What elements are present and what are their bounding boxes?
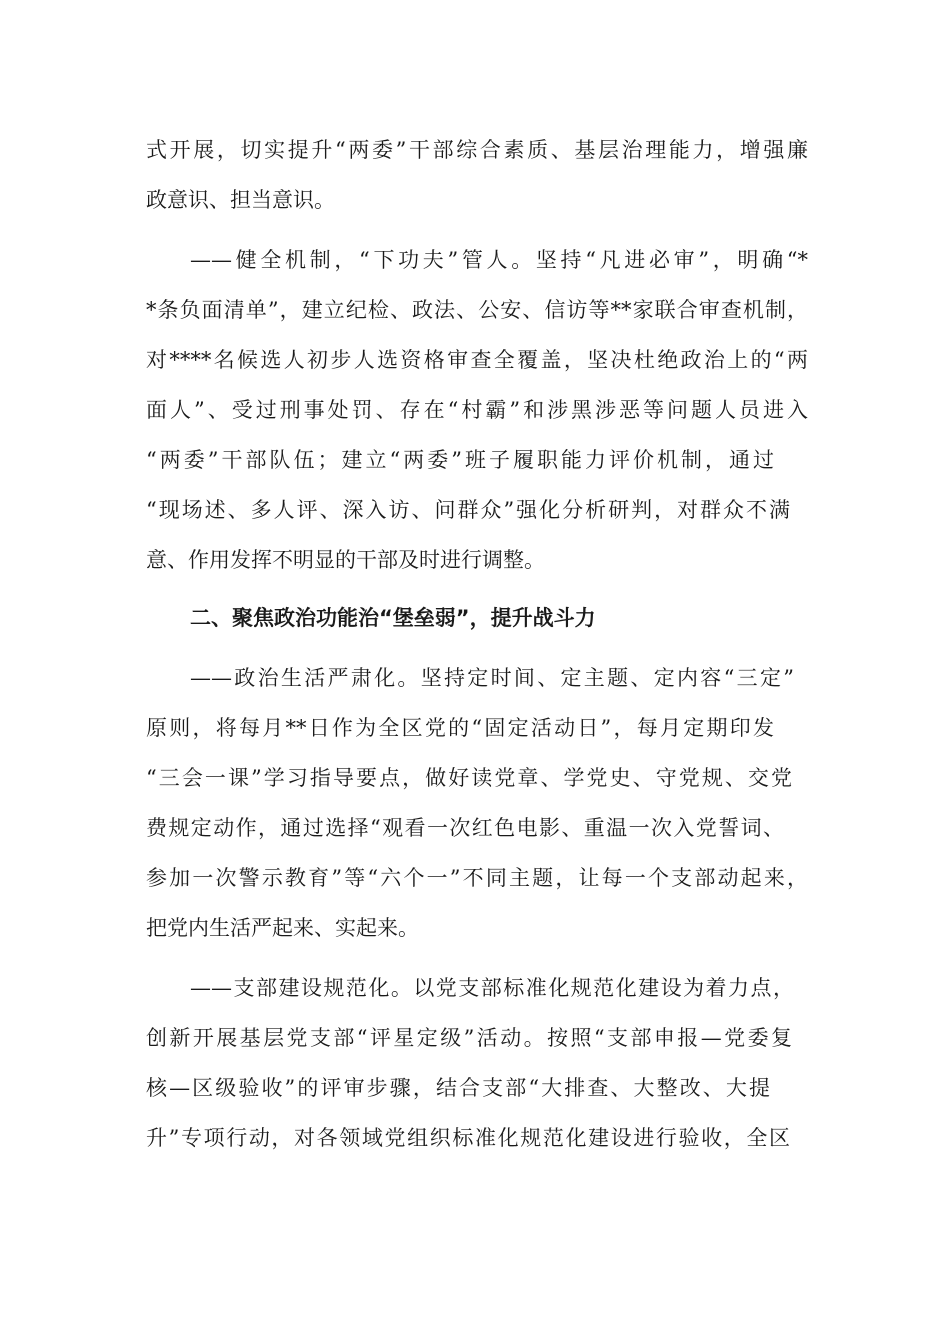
body-text-line: 面人”、受过刑事处罚、存在“村霸”和涉黑涉恶等问题人员进入 [146,398,808,422]
body-text-line: 式开展，切实提升“两委”干部综合素质、基层治理能力，增强廉 [146,138,808,162]
body-text-line: 把党内生活严起来、实起来。 [146,916,419,940]
body-text-line: 意、作用发挥不明显的干部及时进行调整。 [146,548,545,572]
body-text-line: 创新开展基层党支部“评星定级”活动。按照“支部申报—党委复 [146,1026,792,1050]
body-text-line: 原则，将每月**日作为全区党的“固定活动日”，每月定期印发 [146,716,774,740]
body-text-line: 参加一次警示教育”等“六个一”不同主题，让每一个支部动起来， [146,866,808,890]
body-text-line: 核—区级验收”的评审步骤，结合支部“大排查、大整改、大提 [146,1076,770,1100]
body-text-line: ——政治生活严肃化。坚持定时间、定主题、定内容“三定” [190,666,794,690]
body-text-line: 升”专项行动，对各领域党组织标准化规范化建设进行验收，全区 [146,1126,790,1150]
body-text-line: 费规定动作，通过选择“观看一次红色电影、重温一次入党誓词、 [146,816,784,840]
body-text-line: “现场述、多人评、深入访、问群众”强化分析研判，对群众不满 [146,498,790,522]
body-text-line: ——支部建设规范化。以党支部标准化规范化建设为着力点， [190,976,794,1000]
body-text-line: 对****名候选人初步人选资格审查全覆盖，坚决杜绝政治上的“两 [146,348,808,372]
section-heading: 二、聚焦政治功能治“堡垒弱”，提升战斗力 [190,606,596,630]
body-text-line: ——健全机制，“下功夫”管人。坚持“凡进必审”，明确“* [190,248,808,272]
body-text-line: “三会一课”学习指导要点，做好读党章、学党史、守党规、交党 [146,766,792,790]
body-text-line: “两委”干部队伍；建立“两委”班子履职能力评价机制，通过 [146,448,774,472]
body-text-line: 政意识、担当意识。 [146,188,335,212]
body-text-line: *条负面清单”，建立纪检、政法、公安、信访等**家联合审查机制， [146,298,808,322]
